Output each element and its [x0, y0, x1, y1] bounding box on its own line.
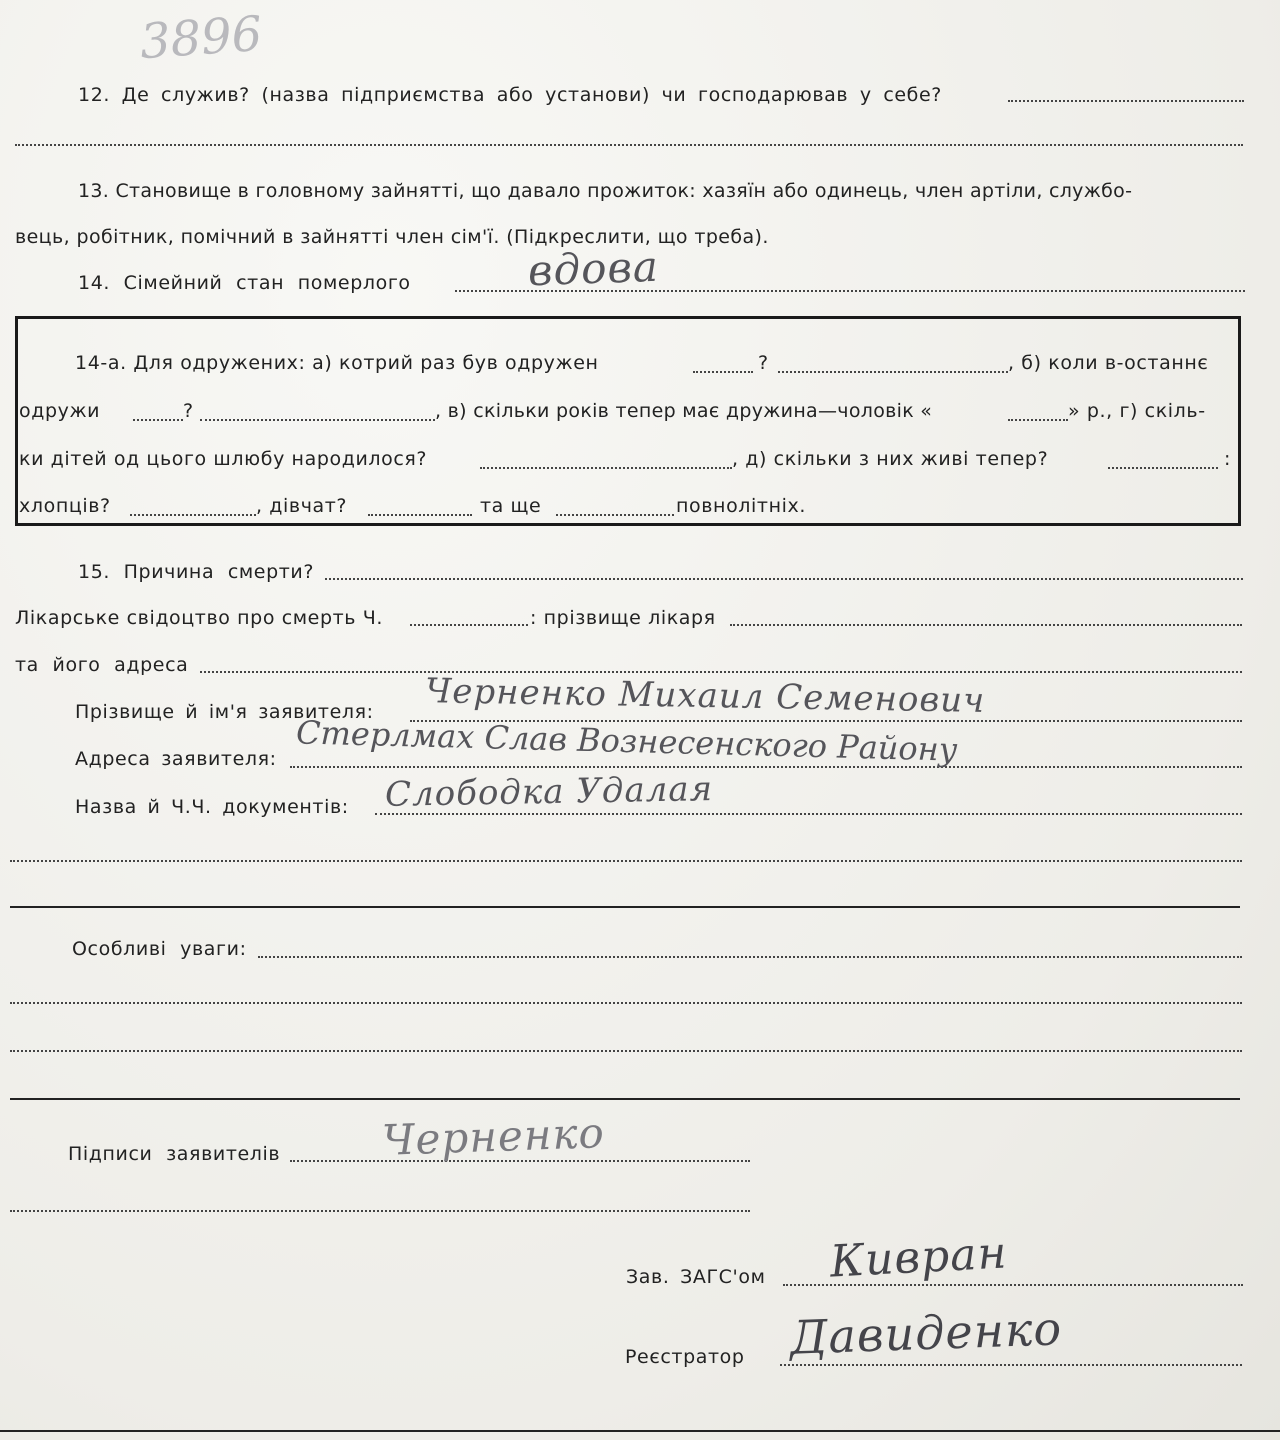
remarks-field-line2	[10, 1002, 1242, 1004]
medical-certificate-number-field	[410, 624, 528, 626]
q14-label: 14. Сімейний стан померлого	[78, 272, 411, 294]
applicants-signature-value: Черненко	[381, 1108, 606, 1165]
q14a-girls-field	[368, 514, 472, 516]
q14a-line4-b: , дівчат?	[256, 495, 348, 517]
doctor-name-label: : прізвище лікаря	[530, 607, 716, 629]
zags-head-label: Зав. ЗАГС'ом	[626, 1266, 766, 1288]
q12-label: 12. Де служив? (назва підприємства або установи) чи господарював у себе?	[78, 84, 942, 106]
q14a-line3-b: , д) скільки з них живі тепер?	[732, 448, 1049, 470]
q14-value: вдова	[527, 241, 660, 296]
q15-label: 15. Причина смерти?	[78, 561, 315, 583]
q13-line1: 13. Становище в головному зайнятті, що давало прожиток: хазяїн або одинець, член артіли, службо-	[78, 180, 1133, 202]
doctor-name-field	[730, 624, 1242, 626]
q14a-adults-field	[556, 514, 674, 516]
q14a-line4-c: та ще	[480, 495, 542, 517]
q14a-times-married-field	[693, 371, 753, 373]
q12-field	[1008, 100, 1244, 102]
q14a-line1-a: 14-а. Для одружених: а) котрий раз був одружен	[75, 352, 599, 374]
documents-field-line2	[10, 860, 1242, 862]
bottom-rule	[0, 1430, 1280, 1432]
section-divider-1	[10, 906, 1240, 908]
remarks-field	[258, 956, 1242, 958]
documents-field	[375, 813, 1242, 815]
applicant-address-value: Стерлмах Слав Вознесенского Району	[295, 713, 958, 769]
archive-number: 3896	[138, 5, 264, 71]
registrar-signature: Давиденко	[789, 1301, 1063, 1365]
q14a-box	[15, 316, 1241, 526]
remarks-field-line3	[10, 1050, 1242, 1052]
q15-field	[325, 578, 1243, 580]
q14a-line2-b: ?	[183, 400, 194, 422]
q14a-line2-a: одружи	[19, 400, 101, 422]
remarks-label: Особливі уваги:	[72, 938, 247, 960]
q12-field-line2	[15, 144, 1243, 146]
q14a-line1-c: , б) коли в-останнє	[1008, 352, 1209, 374]
zags-head-signature: Кивран	[828, 1227, 1009, 1288]
q14a-line4-d: повнолітніх.	[676, 495, 806, 517]
section-divider-2	[10, 1098, 1240, 1100]
q14a-times-married-field-2	[778, 371, 1008, 373]
doctor-address-label: та його адреса	[15, 654, 189, 676]
applicant-address-field	[290, 766, 1242, 768]
applicant-name-value: Черненко Михаил Семенович	[424, 671, 986, 721]
q14a-line3-c: :	[1224, 448, 1232, 470]
registrar-field	[780, 1364, 1242, 1366]
documents-value: Слободка Удалая	[384, 769, 714, 815]
q14a-line2-c: , в) скільки років тепер має дружина—чоловік «	[435, 400, 933, 422]
q14a-children-alive-field	[1108, 467, 1218, 469]
registrar-label: Реєстратор	[625, 1346, 745, 1368]
applicants-signature-field	[290, 1160, 750, 1162]
q14a-line4-a: хлопців?	[19, 495, 111, 517]
medical-certificate-label: Лікарське свідоцтво про смерть Ч.	[15, 607, 383, 629]
q13-line2: вець, робітник, помічний в зайнятті член сім'ї. (Підкреслити, що треба).	[15, 226, 769, 248]
documents-label: Назва й Ч.Ч. документів:	[75, 796, 349, 818]
doctor-address-field	[200, 671, 1242, 673]
q14a-line1-b: ?	[758, 352, 769, 374]
applicant-address-label: Адреса заявителя:	[75, 748, 277, 770]
q14a-children-born-field	[480, 467, 732, 469]
applicant-name-label: Прізвище й ім'я заявителя:	[75, 701, 374, 723]
q14a-line3-a: ки дітей од цього шлюбу народилося?	[19, 448, 428, 470]
q14a-line2-d: » р., г) скіль-	[1068, 400, 1206, 422]
q14a-last-married-field	[133, 419, 183, 421]
q14a-spouse-age-field	[1008, 419, 1068, 421]
q14a-boys-field	[130, 514, 256, 516]
applicants-signature-field-line2	[10, 1210, 750, 1212]
applicants-signature-label: Підписи заявителів	[68, 1143, 281, 1165]
q14a-last-married-field-2	[200, 419, 435, 421]
